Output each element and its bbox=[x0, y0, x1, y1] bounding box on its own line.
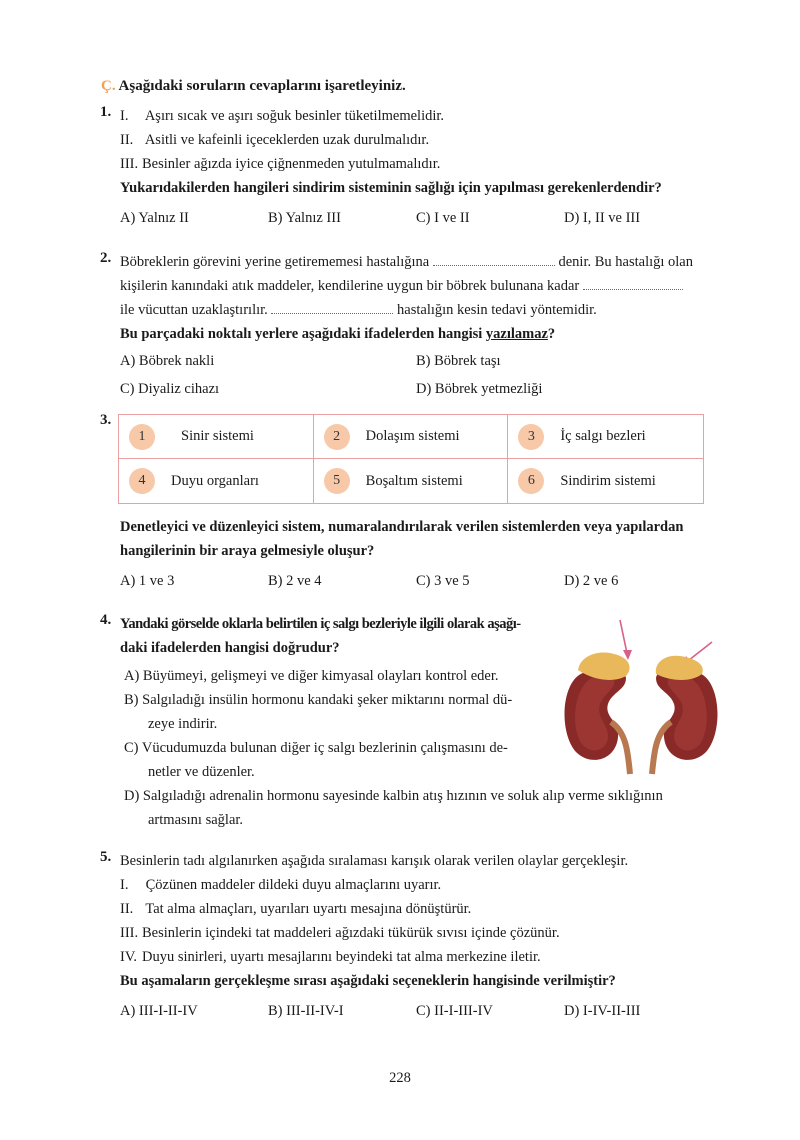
number-badge: 6 bbox=[518, 468, 544, 494]
option-d-line-2[interactable]: artmasını sağlar. bbox=[148, 812, 244, 828]
option-a[interactable]: A) III-I-II-IV bbox=[120, 1003, 198, 1019]
option-a[interactable]: A) 1 ve 3 bbox=[120, 573, 175, 589]
question-intro: Besinlerin tadı algılanırken aşağıda sıralaması karışık olarak verilen olaylar gerçekleşir. bbox=[120, 853, 629, 869]
option-d-line-1[interactable]: D) Salgıladığı adrenalin hormonu sayesinde kalbin atış hızının ve soluk alıp verme sıklığının bbox=[124, 788, 663, 804]
system-label: Sinir sistemi bbox=[181, 428, 254, 444]
system-cell-5 bbox=[314, 459, 509, 503]
question-stem: Bu aşamaların gerçekleşme sırası aşağıdaki seçeneklerin hangisinde verilmiştir? bbox=[120, 973, 616, 989]
section-heading bbox=[101, 78, 406, 95]
statement-2: II. Asitli ve kafeinli içeceklerden uzak durulmalıdır. bbox=[120, 132, 430, 148]
option-d[interactable]: D) Böbrek yetmezliği bbox=[416, 381, 543, 397]
systems-grid bbox=[118, 414, 704, 504]
option-c[interactable]: C) 3 ve 5 bbox=[416, 573, 470, 589]
option-a[interactable]: A) Böbrek nakli bbox=[120, 353, 215, 369]
option-b-line-1[interactable]: B) Salgıladığı insülin hormonu kandaki şeker miktarını normal dü- bbox=[124, 692, 513, 708]
option-b[interactable]: B) III-II-IV-I bbox=[268, 1003, 344, 1019]
option-d[interactable]: D) I-IV-II-III bbox=[564, 1003, 641, 1019]
system-label: Duyu organları bbox=[171, 472, 259, 489]
blank-3 bbox=[271, 302, 393, 314]
statement-4: IV. Duyu sinirleri, uyartı mesajlarını beyindeki tat alma merkezine iletir. bbox=[120, 949, 541, 965]
blank-2 bbox=[583, 278, 683, 290]
question-stem-line-1: Yandaki görselde oklarla belirtilen iç salgı bezleriyle ilgili olarak aşağı- bbox=[120, 616, 521, 632]
option-b[interactable]: B) 2 ve 4 bbox=[268, 573, 322, 589]
system-cell-3 bbox=[508, 415, 703, 459]
question-number: 2. bbox=[100, 250, 112, 266]
answer-options bbox=[120, 569, 722, 593]
number-badge: 4 bbox=[129, 468, 155, 494]
option-c[interactable]: C) Diyaliz cihazı bbox=[120, 381, 220, 397]
question-number: 5. bbox=[100, 849, 112, 865]
passage-line-1: Böbreklerin görevini yerine getirememesi hastalığına denir. Bu hastalığı olan bbox=[120, 254, 693, 270]
question-stem-line-2: daki ifadelerden hangisi doğrudur? bbox=[120, 640, 340, 656]
kidneys-illustration-icon bbox=[556, 612, 726, 782]
number-badge: 1 bbox=[129, 424, 155, 450]
question-stem: Bu parçadaki noktalı yerlere aşağıdaki ifadelerden hangisi yazılamaz? bbox=[120, 326, 556, 342]
system-cell-4 bbox=[119, 459, 314, 503]
statement-3: III. Besinlerin içindeki tat maddeleri ağızdaki tükürük sıvısı içinde çözünür. bbox=[120, 925, 560, 941]
option-c-line-2[interactable]: netler ve düzenler. bbox=[148, 764, 255, 780]
answer-options bbox=[120, 206, 722, 230]
option-a[interactable]: A) Büyümeyi, gelişmeyi ve diğer kimyasal olayları kontrol eder. bbox=[124, 668, 499, 684]
option-c[interactable]: C) I ve II bbox=[416, 210, 470, 226]
question-stem-line-1: Denetleyici ve düzenleyici sistem, numaralandırılarak verilen sistemlerden veya yapılardan bbox=[120, 519, 684, 535]
system-cell-1 bbox=[119, 415, 314, 459]
system-label: Sindirim sistemi bbox=[560, 472, 656, 489]
statement-1: I. Aşırı sıcak ve aşırı soğuk besinler tüketilmemelidir. bbox=[120, 108, 445, 124]
blank-1 bbox=[433, 254, 555, 266]
question-5 bbox=[100, 849, 722, 1023]
answer-options bbox=[120, 999, 722, 1023]
system-label: Boşaltım sistemi bbox=[365, 472, 463, 489]
answer-options bbox=[120, 350, 722, 400]
page-number: 228 bbox=[389, 1070, 411, 1086]
system-cell-6 bbox=[508, 459, 703, 503]
option-d[interactable]: D) I, II ve III bbox=[564, 210, 641, 226]
passage-line-3: ile vücuttan uzaklaştırılır. hastalığın kesin tedavi yöntemidir. bbox=[120, 302, 597, 318]
section-letter: Ç. bbox=[101, 78, 116, 94]
question-1 bbox=[100, 104, 722, 230]
number-badge: 3 bbox=[518, 424, 544, 450]
question-number: 4. bbox=[100, 612, 112, 628]
question-3 bbox=[100, 515, 722, 593]
statement-3: III. Besinler ağızda iyice çiğnenmeden yutulmamalıdır. bbox=[120, 156, 441, 172]
option-c[interactable]: C) II-I-III-IV bbox=[416, 1003, 493, 1019]
question-stem: Yukarıdakilerden hangileri sindirim sisteminin sağlığı için yapılması gerekenlerdendir? bbox=[120, 180, 662, 196]
passage-line-2: kişilerin kanındaki atık maddeler, kendilerine uygun bir böbrek bulunana kadar bbox=[120, 274, 722, 298]
statement-1: I. Çözünen maddeler dildeki duyu almaçlarını uyarır. bbox=[120, 877, 442, 893]
option-d[interactable]: D) 2 ve 6 bbox=[564, 573, 619, 589]
section-title-text: Aşağıdaki soruların cevaplarını işaretleyiniz. bbox=[118, 78, 406, 94]
system-label: Dolaşım sistemi bbox=[365, 428, 460, 444]
system-label: İç salgı bezleri bbox=[560, 428, 646, 444]
option-a[interactable]: A) Yalnız II bbox=[120, 210, 189, 226]
option-b-line-2[interactable]: zeye indirir. bbox=[148, 716, 218, 732]
option-b[interactable]: B) Böbrek taşı bbox=[416, 353, 501, 369]
right-adrenal-gland bbox=[656, 656, 703, 680]
option-c-line-1[interactable]: C) Vücudumuzda bulunan diğer iç salgı bezlerinin çalışmasını de- bbox=[124, 740, 508, 756]
number-badge: 5 bbox=[324, 468, 350, 494]
number-badge: 2 bbox=[324, 424, 350, 450]
statement-2: II. Tat alma almaçları, uyarıları uyartı mesajına dönüştürür. bbox=[120, 901, 472, 917]
system-cell-2 bbox=[314, 415, 509, 459]
question-number: 3. bbox=[100, 412, 112, 428]
question-stem-line-2: hangilerinin bir araya gelmesiyle oluşur? bbox=[120, 543, 375, 559]
question-number: 1. bbox=[100, 104, 112, 120]
option-b[interactable]: B) Yalnız III bbox=[268, 210, 341, 226]
question-2 bbox=[100, 250, 722, 400]
